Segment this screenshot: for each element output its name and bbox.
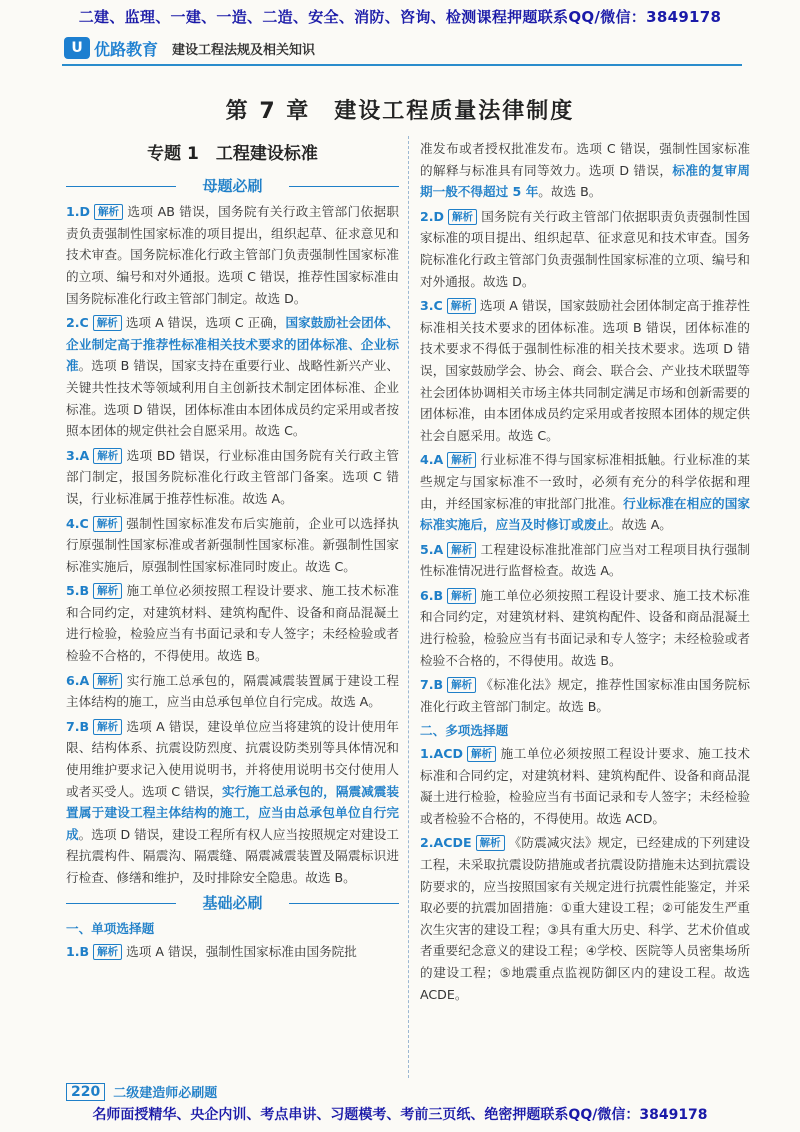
answer-explanation-item	[66, 201, 399, 309]
right-items-2	[420, 743, 750, 1005]
answer-label: 4.A	[420, 452, 444, 468]
answer-label: 1.D	[66, 204, 91, 220]
highlighted-text: 实行施工总承包的，隔震减震装置属于建设工程主体结构的施工，应当由总承包单位自行完成	[66, 783, 400, 842]
explanation-text: 施工单位必须按照工程设计要求、施工技术标准和合同约定，对建筑材料、建筑构配件、设备和商品混凝土进行检验，检验应当有书面记录和专人签字；未经检验或者检验不合格的，不得使用。故选 B。	[420, 587, 750, 668]
analysis-tag: 解析	[93, 583, 122, 599]
chapter-title: 第 7 章 建设工程质量法律制度	[225, 99, 575, 124]
answer-label: 7.B	[66, 718, 90, 734]
answer-label: 2.ACDE	[420, 835, 472, 851]
analysis-tag: 解析	[447, 452, 476, 468]
analysis-tag: 解析	[93, 944, 122, 960]
topic-title: 专题 1 工程建设标准	[147, 144, 318, 164]
explanation-text: 选项 A 错误，强制性国家标准由国务院批	[126, 943, 357, 959]
book-subject-title: 建设工程法规及相关知识	[172, 42, 316, 58]
answer-label: 4.C	[66, 515, 89, 531]
explanation-text: 《标准化法》规定，推荐性国家标准由国务院标准化行政主管部门制定。故选 B。	[420, 677, 750, 714]
explanation-text: 准发布或者授权批准发布。选项 C 错误，强制性国家标准的解释与标准具有同等效力。选项 D 错误，	[420, 141, 750, 178]
answer-label: 5.B	[66, 583, 90, 599]
explanation-text: 选项 A 错误，选项 C 正确，	[125, 315, 286, 331]
answer-explanation-item	[66, 513, 399, 578]
answer-explanation-item	[66, 716, 399, 889]
answer-label: 2.D	[420, 208, 445, 224]
analysis-tag: 解析	[447, 588, 476, 604]
left-items-1	[66, 201, 399, 888]
explanation-text: 工程建设标准批准部门应当对工程项目执行强制性标准情况进行监督检查。故选 A。	[420, 541, 750, 579]
analysis-tag: 解析	[476, 835, 505, 851]
highlighted-text: 行业标准在相应的国家标准实施后，应当及时修订或废止	[420, 495, 751, 533]
answer-explanation-item	[420, 449, 750, 535]
answer-explanation-item	[420, 295, 750, 446]
analysis-tag: 解析	[93, 673, 122, 689]
answer-explanation-item	[66, 670, 399, 713]
answer-label: 3.A	[66, 447, 90, 463]
right-column	[420, 138, 750, 1008]
analysis-tag: 解析	[93, 719, 122, 735]
answer-explanation-item	[420, 832, 750, 1005]
answer-explanation-item	[66, 941, 399, 963]
logo-icon: U	[64, 37, 90, 59]
explanation-text: 。选项 D 错误，建设工程所有权人应当按照规定对建设工程抗震构件、隔震沟、隔震缝、隔震减震装置及隔震标识进行检查、修缮和维护，及时排除安全隐患。故选 B。	[66, 826, 399, 885]
answer-label: 6.B	[420, 587, 444, 603]
book-name: 二级建造师必刷题	[113, 1086, 218, 1101]
answer-label: 2.C	[66, 315, 89, 331]
analysis-tag: 解析	[448, 209, 477, 225]
answer-explanation-item	[420, 206, 750, 292]
answer-explanation-item	[66, 580, 399, 666]
answer-explanation-item	[66, 312, 399, 442]
logo-text: 优路教育	[94, 39, 159, 59]
subhead-single-choice: 一、单项选择题	[66, 921, 155, 937]
left-items-2	[66, 941, 399, 963]
explanation-text: 国务院有关行政主管部门依据职责负责强制性国家标准的项目提出、组织起草、征求意见和技术审查。国务院标准化行政主管部门负责强制性国家标准的立项、编号和对外通报。故选 D。	[420, 208, 750, 289]
answer-label: 5.A	[420, 541, 444, 557]
answer-explanation-item	[420, 674, 750, 717]
bottom-promo-banner: 名师面授精华、央企内训、考点串讲、习题模考、考前三页纸、绝密押题联系QQ/微信：3849178	[92, 1107, 708, 1123]
analysis-tag: 解析	[447, 298, 476, 314]
explanation-text: 施工单位必须按照工程设计要求、施工技术标准和合同约定，对建筑材料、建筑构配件、设备和商品混凝土进行检验，检验应当有书面记录和专人签字；未经检验或者检验不合格的，不得使用。故选 ACD。	[420, 746, 750, 826]
page-footer	[66, 1082, 217, 1101]
answer-explanation-item	[420, 585, 750, 671]
analysis-tag: 解析	[447, 542, 476, 558]
explanation-text: 施工单位必须按照工程设计要求、施工技术标准和合同约定，对建筑材料、建筑构配件、设备和商品混凝土进行检验，检验应当有书面记录和专人签字；未经检验或者检验不合格的，不得使用。故选 B。	[66, 583, 399, 664]
answer-explanation-item	[420, 539, 750, 582]
explanation-text: 选项 A 错误，建设单位应当将建筑的设计使用年限、结构体系、抗震设防烈度、抗震设防类别等具体情况和使用维护要求记入使用说明书，并将使用说明书交付使用人或者买受人。选项 C 错误，	[66, 718, 399, 799]
answer-explanation-item	[420, 743, 750, 829]
explanation-text: 。故选 B。	[538, 184, 602, 200]
analysis-tag: 解析	[93, 448, 122, 464]
section-title-mother: 母题必刷	[66, 176, 399, 198]
explanation-text: 。故选 A。	[608, 517, 672, 533]
left-column	[66, 138, 399, 965]
answer-explanation-item	[66, 445, 399, 510]
answer-label: 1.B	[66, 943, 90, 959]
section-title-basic: 基础必刷	[66, 893, 399, 915]
explanation-text: 选项 AB 错误，国务院有关行政主管部门依据职责负责强制性国家标准的项目提出，组织起草、征求意见和技术审查。国务院标准化行政主管部门负责强制性国家标准的立项、编号和对外通报。选项 C 错误，推荐性国家标准由国务院标准化行政主管部门制定。故选 D。	[66, 204, 399, 306]
answer-label: 1.ACD	[420, 746, 463, 762]
explanation-text: 行业标准不得与国家标准相抵触。行业标准的某些规定与国家标准不一致时，必须有充分的科学依据和理由，并经国家标准的审批部门批准。	[420, 452, 750, 511]
analysis-tag: 解析	[447, 677, 476, 693]
explanation-text: 选项 BD 错误，行业标准由国务院有关行政主管部门制定，报国务院标准化行政主管部门备案。选项 C 错误，行业标准属于推荐性标准。故选 A。	[66, 447, 399, 506]
top-promo-banner: 二建、监理、一建、一造、二造、安全、消防、咨询、检测课程押题联系QQ/微信：3849178	[78, 8, 722, 26]
explanation-text: 实行施工总承包的，隔震减震装置属于建设工程主体结构的施工，应当由总承包单位自行完成。故选 A。	[66, 672, 399, 710]
header-rule	[62, 64, 742, 66]
highlighted-text: 标准的复审周期一般不得超过 5 年	[420, 162, 750, 200]
explanation-text: 选项 A 错误，国家鼓励社会团体制定高于推荐性标准相关技术要求的团体标准。选项 B 错误，团体标准的技术要求不得低于强制性标准的相关技术要求。选项 D 错误，国家鼓励学会、协会、商会、联合会、产业技术联盟等社会团体协调相关市场主体共同制定满足市场和创新需要的团体标准，由本团体成员约定采用或者按照本团体的规定供社会自愿采用。故选 C。	[420, 298, 750, 443]
explanation-text: 《防震减灾法》规定，已经建成的下列建设工程，未采取抗震设防措施或者抗震设防措施未达到抗震设防要求的，应当按照国家有关规定进行抗震性能鉴定，并采取必要的抗震加固措施：①重大建设工程；②可能发生严重次生灾害的建设工程；③具有重大历史、科学、艺术价值或者重要纪念意义的建设工程；④学校、医院等人员密集场所的建设工程；⑤地震重点监视防御区内的建设工程。故选 ACDE。	[420, 835, 750, 1002]
subhead-multiple-choice: 二、多项选择题	[420, 723, 509, 739]
answer-label: 3.C	[420, 298, 443, 314]
answer-explanation-item	[420, 138, 750, 203]
analysis-tag: 解析	[93, 315, 122, 331]
answer-label: 7.B	[420, 677, 444, 693]
explanation-text: 强制性国家标准发布后实施前，企业可以选择执行原强制性国家标准或者新强制性国家标准。新强制性国家标准实施后，原强制性国家标准同时废止。故选 C。	[66, 515, 399, 574]
page-number: 220	[66, 1083, 105, 1101]
answer-label: 6.A	[66, 672, 90, 688]
column-divider	[408, 136, 409, 1078]
highlighted-text: 国家鼓励社会团体、企业制定高于推荐性标准相关技术要求的团体标准、企业标准	[66, 315, 400, 374]
right-items-1	[420, 138, 750, 717]
explanation-text: 。选项 B 错误，国家支持在重要行业、战略性新兴产业、关键共性技术等领域利用自主创新技术制定团体标准、企业标准。选项 D 错误，团体标准由本团体成员约定采用或者按照本团体的规定供社会自愿采用。故选 C。	[66, 358, 399, 439]
page-header	[64, 34, 315, 62]
analysis-tag: 解析	[93, 516, 122, 532]
analysis-tag: 解析	[467, 746, 496, 762]
analysis-tag: 解析	[94, 204, 123, 220]
